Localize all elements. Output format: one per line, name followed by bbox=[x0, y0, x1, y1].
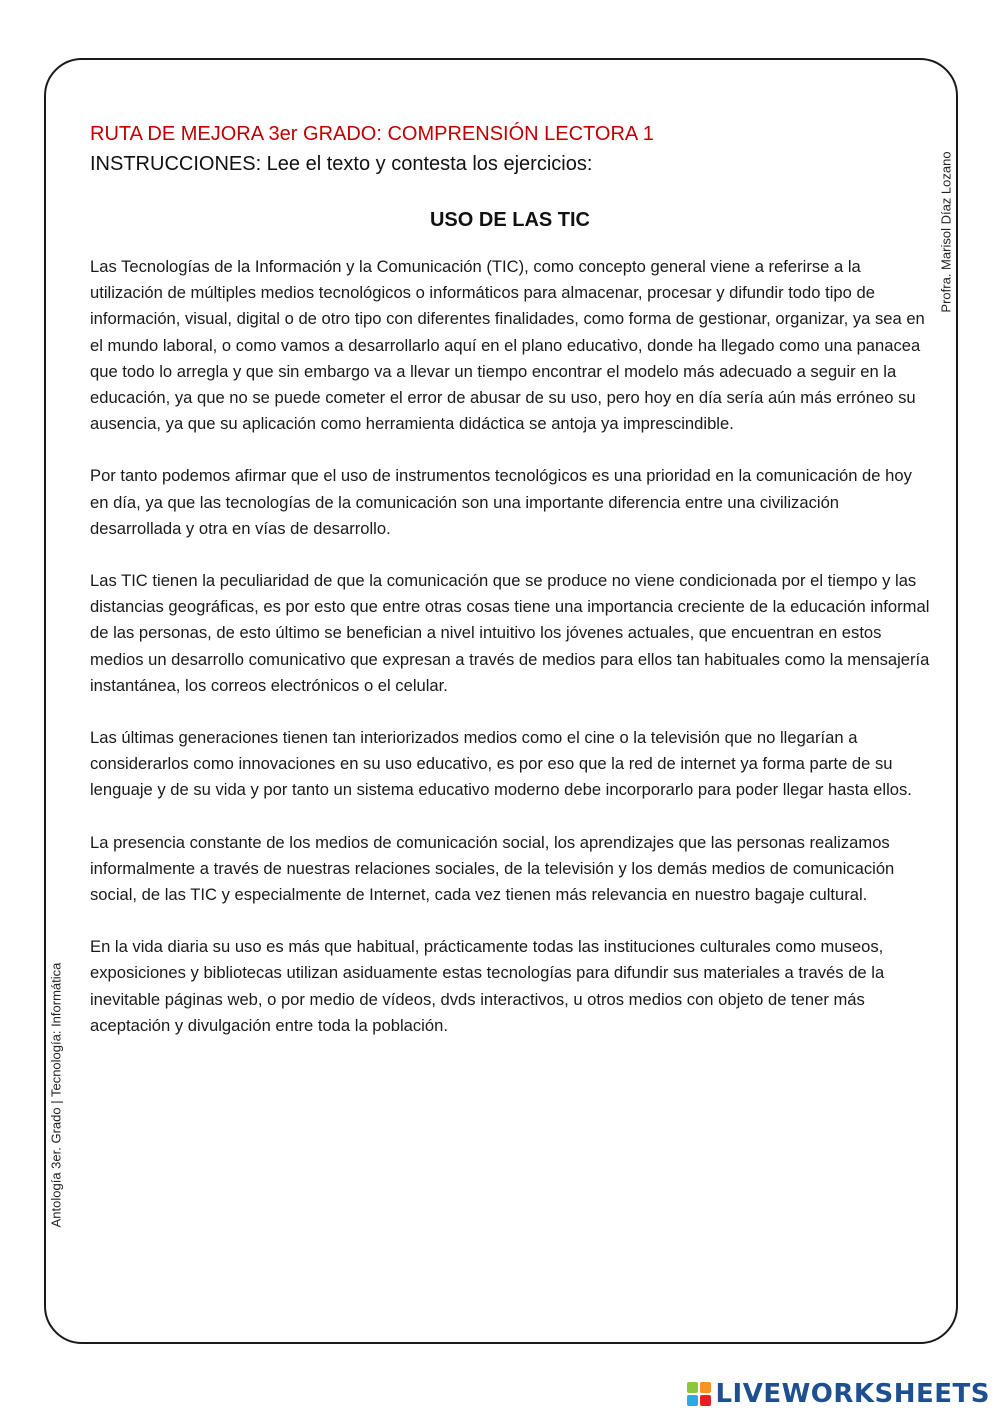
paragraph-3: Las TIC tienen la peculiaridad de que la comunicación que se produce no viene condicionada por el tiempo y las distancias geográficas, es por esto que entre otras cosas tiene una importancia creciente de la educación informal de las personas, de esto último se benefician a nivel intuitivo los jóvenes actuales, que encuentran en estos medios un desarrollo comunicativo que expresan a través de medios para ellos tan habituales como la mensajería instantánea, los correos electrónicos o el celular. bbox=[90, 571, 930, 695]
worksheet-content bbox=[90, 120, 930, 1065]
brand-name: LIVEWORKSHEETS bbox=[715, 1379, 990, 1409]
anthology-label: Antología 3er. Grado | Tecnología: Informática bbox=[48, 962, 64, 1228]
paragraph-5: La presencia constante de los medios de comunicación social, los aprendizajes que las personas realizamos informalmente a través de nuestras relaciones sociales, de la televisión y los demás medios de comunicación social, de las TIC y especialmente de Internet, cada vez tienen más relevancia en nuestro bagaje cultural. bbox=[90, 832, 895, 905]
worksheet-title: RUTA DE MEJORA 3er GRADO: COMPRENSIÓN LECTORA 1 bbox=[90, 123, 654, 145]
liveworksheets-brand[interactable] bbox=[687, 1378, 990, 1410]
author-label: Profra. Marisol Díaz Lozano bbox=[938, 151, 954, 313]
reading-title: USO DE LAS TIC bbox=[429, 209, 590, 231]
paragraph-2: Por tanto podemos afirmar que el uso de instrumentos tecnológicos es una prioridad en la comunicación de hoy en día, ya que las tecnologías de la comunicación son una importante diferencia entre una civilización desarrollada y otra en vías de desarrollo. bbox=[90, 466, 912, 538]
paragraph-1: Las Tecnologías de la Información y la Comunicación (TIC), como concepto general viene a referirse a la utilización de múltiples medios tecnológicos o informáticos para almacenar, procesar y difundir todo tipo de información, visual, digital o de otro tipo con diferentes finalidades, como forma de gestionar, organizar, ya sea en el mundo laboral, o como vamos a desarrollarlo aquí en el plano educativo, donde ha llegado como una panacea que todo lo arregla y que sin embargo va a llevar un tiempo encontrar el modelo más adecuado a seguir en la educación, ya que no se puede cometer el error de abusar de su uso, pero hoy en día sería aún más erróneo su ausencia, ya que su aplicación como herramienta didáctica se antoja ya imprescindible. bbox=[90, 257, 925, 434]
paragraph-6: En la vida diaria su uso es más que habitual, prácticamente todas las instituciones culturales como museos, exposiciones y bibliotecas utilizan asiduamente estas tecnologías para difundir sus materiales a través de la inevitable páginas web, o por medio de vídeos, dvds interactivos, u otros medios con objeto de tener más aceptación y divulgación entre toda la población. bbox=[90, 937, 885, 1035]
instructions: INSTRUCCIONES: Lee el texto y contesta los ejercicios: bbox=[90, 153, 593, 175]
paragraph-4: Las últimas generaciones tienen tan interiorizados medios como el cine o la televisión que no llegarían a considerarlos como innovaciones en su uso educativo, es por eso que la red de internet ya forma parte de su lenguaje y de su vida y por tanto un sistema educativo moderno debe incorporarlo para poder llegar hasta ellos. bbox=[90, 728, 912, 800]
liveworksheets-logo-icon bbox=[687, 1382, 711, 1406]
